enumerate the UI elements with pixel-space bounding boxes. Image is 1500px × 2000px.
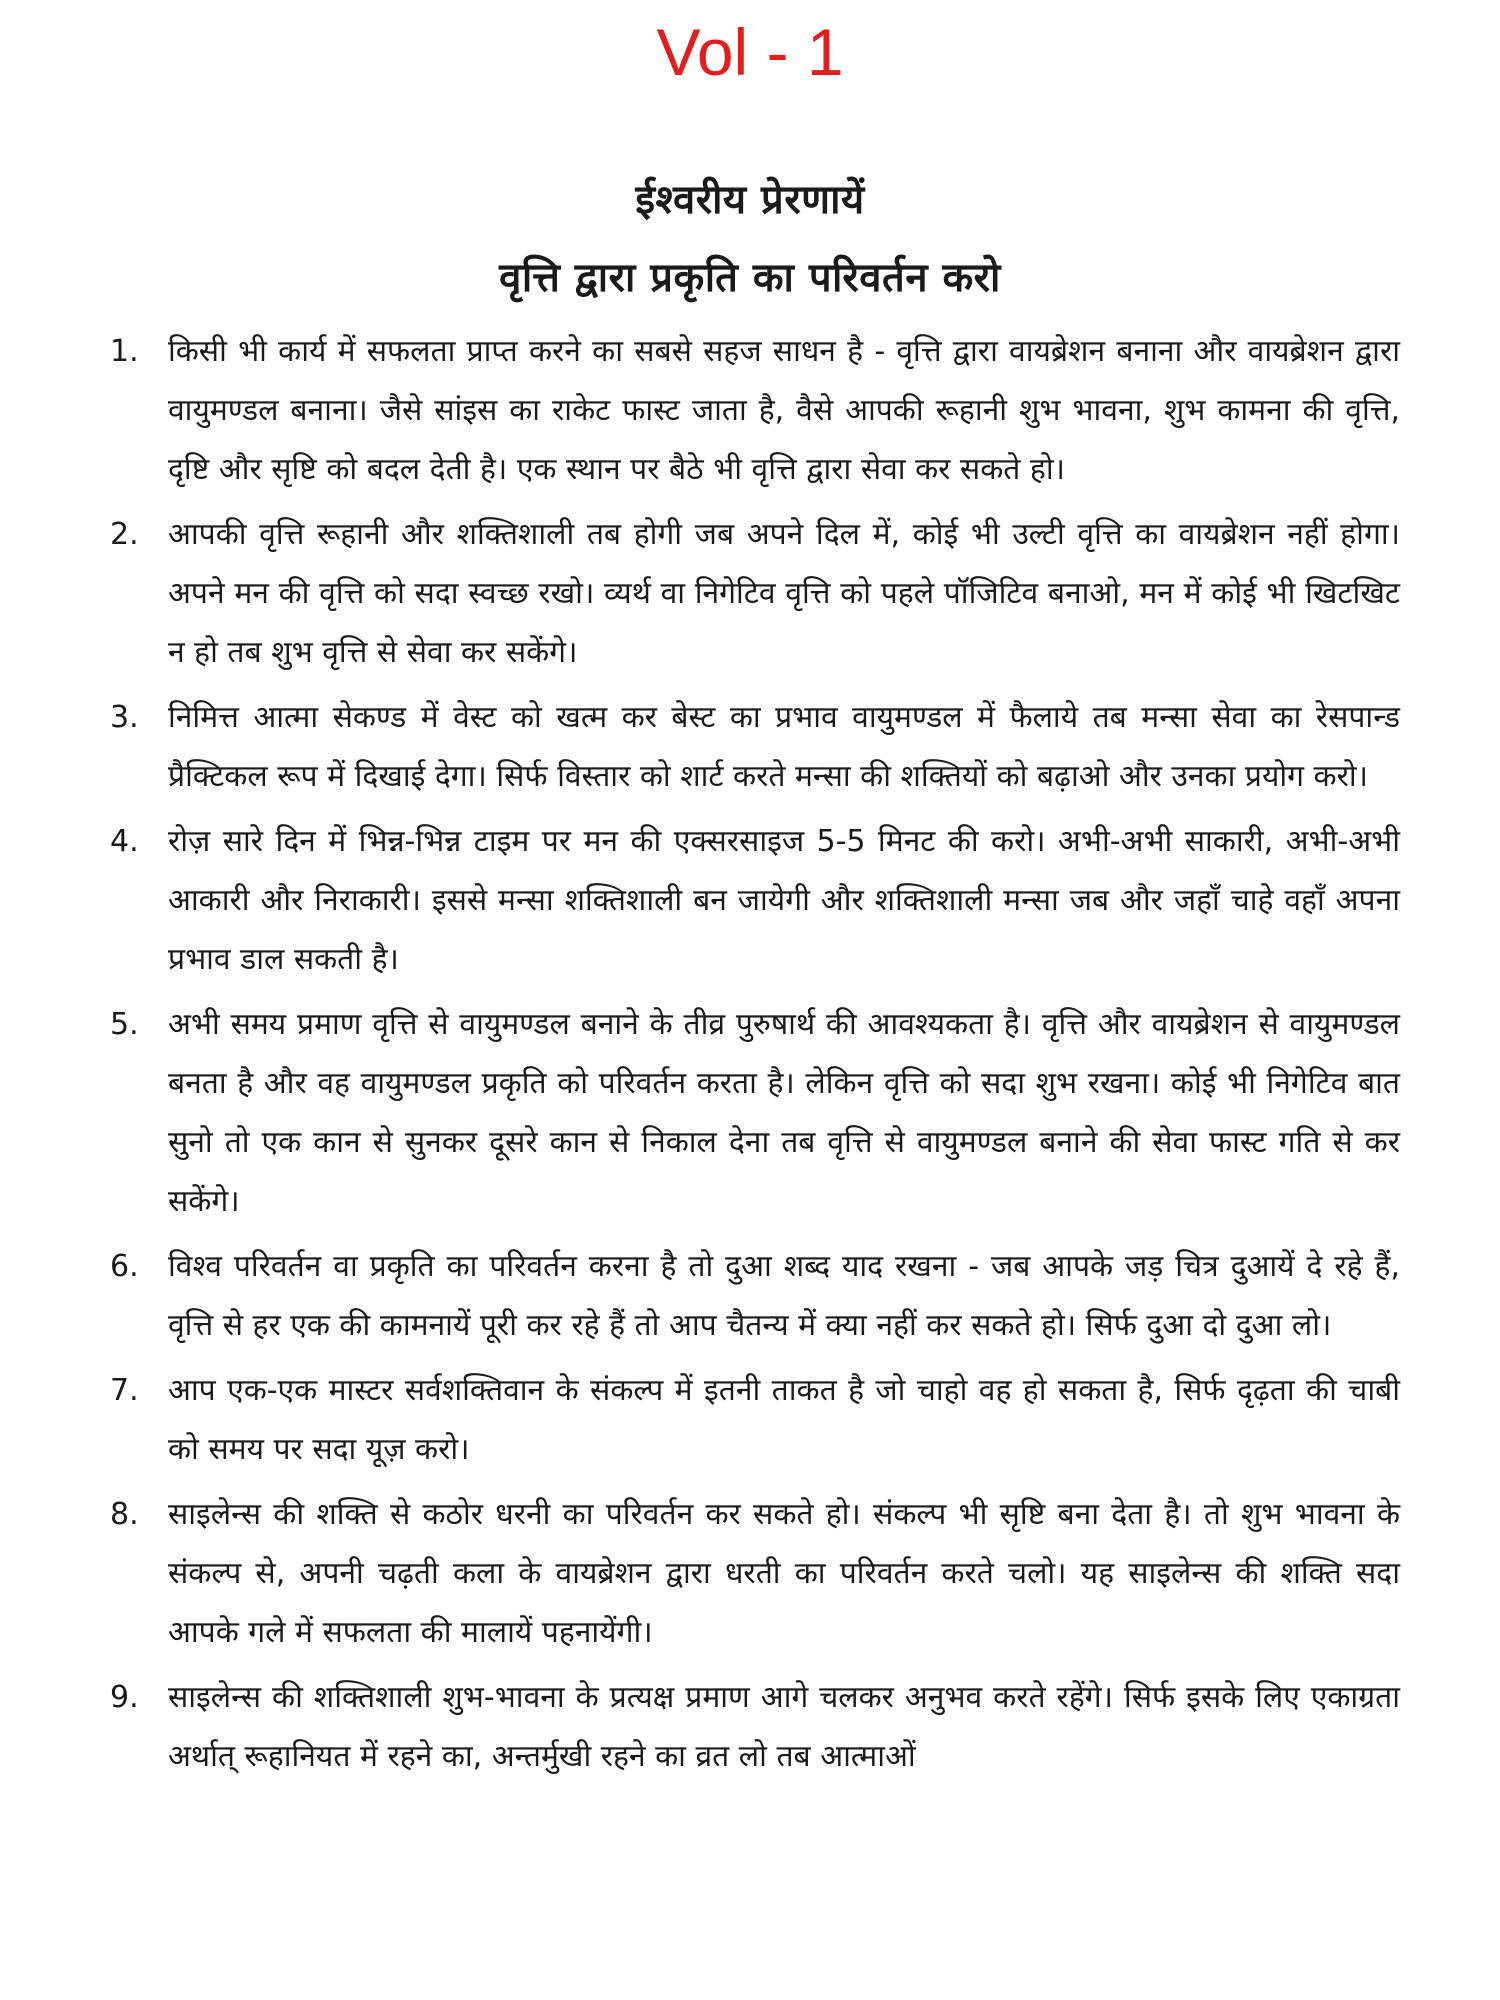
page-subtitle: वृत्ति द्वारा प्रकृति का परिवर्तन करो (499, 255, 1001, 301)
list-item (110, 1361, 1400, 1479)
item-number: 5. (110, 1007, 139, 1042)
list-item (110, 812, 1400, 989)
item-number: 6. (110, 1249, 139, 1284)
item-number: 4. (110, 824, 139, 859)
item-number: 1. (110, 334, 139, 369)
item-text: अभी समय प्रमाण वृत्ति से वायुमण्डल बनाने के तीव्र पुरुषार्थ की आवश्यकता है। वृत्ति और वायब्रेशन से वायुमण्डल बनता है और वह वायुमण्डल प्रकृति को परिवर्तन करता है। लेकिन वृत्ति को सदा शुभ रखना। कोई भी निगेटिव बात सुनो तो एक कान से सुनकर दूसरे कान से निकाल देना तब वृत्ति से वायुमण्डल बनाने की सेवा फास्ट गति से कर सकेंगे। (168, 1007, 1400, 1219)
list-item (110, 1668, 1400, 1786)
numbered-list (110, 322, 1400, 1792)
list-item (110, 505, 1400, 682)
item-text: साइलेन्स की शक्तिशाली शुभ-भावना के प्रत्यक्ष प्रमाण आगे चलकर अनुभव करते रहेंगे। सिर्फ इसके लिए एकाग्रता अर्थात् रूहानियत में रहने का, अन्तर्मुखी रहने का व्रत लो तब आत्माओं (168, 1680, 1400, 1774)
list-item (110, 995, 1400, 1231)
item-number: 7. (110, 1373, 139, 1408)
item-text: रोज़ सारे दिन में भिन्न-भिन्न टाइम पर मन की एक्सरसाइज 5-5 मिनट की करो। अभी-अभी साकारी, अभी-अभी आकारी और निराकारी। इससे मन्सा शक्तिशाली बन जायेगी और शक्तिशाली मन्सा जब और जहाँ चाहे वहाँ अपना प्रभाव डाल सकती है। (168, 824, 1400, 977)
volume-label: Vol - 1 (656, 15, 844, 89)
item-text: विश्व परिवर्तन वा प्रकृति का परिवर्तन करना है तो दुआ शब्द याद रखना - जब आपके जड़ चित्र दुआयें दे रहे हैं, वृत्ति से हर एक की कामनायें पूरी कर रहे हैं तो आप चैतन्य में क्या नहीं कर सकते हो। सिर्फ दुआ दो दुआ लो। (168, 1249, 1400, 1343)
item-text: निमित्त आत्मा सेकण्ड में वेस्ट को खत्म कर बेस्ट का प्रभाव वायुमण्डल में फैलाये तब मन्सा सेवा का रेसपान्ड प्रैक्टिकल रूप में दिखाई देगा। सिर्फ विस्तार को शार्ट करते मन्सा की शक्तियों को बढ़ाओ और उनका प्रयोग करो। (168, 700, 1400, 794)
page-title: ईश्वरीय प्रेरणायें (635, 177, 865, 223)
list-item (110, 688, 1400, 806)
item-number: 3. (110, 700, 139, 735)
item-text: आप एक-एक मास्टर सर्वशक्तिवान के संकल्प में इतनी ताकत है जो चाहो वह हो सकता है, सिर्फ दृढ़ता की चाबी को समय पर सदा यूज़ करो। (168, 1373, 1400, 1467)
item-text: किसी भी कार्य में सफलता प्राप्त करने का सबसे सहज साधन है - वृत्ति द्वारा वायब्रेशन बनाना और वायब्रेशन द्वारा वायुमण्डल बनाना। जैसे सांइस का राकेट फास्ट जाता है, वैसे आपकी रूहानी शुभ भावना, शुभ कामना की वृत्ति, दृष्टि और सृष्टि को बदल देती है। एक स्थान पर बैठे भी वृत्ति द्वारा सेवा कर सकते हो। (168, 334, 1400, 487)
item-number: 9. (110, 1680, 139, 1715)
item-text: आपकी वृत्ति रूहानी और शक्तिशाली तब होगी जब अपने दिल में, कोई भी उल्टी वृत्ति का वायब्रेशन नहीं होगा। अपने मन की वृत्ति को सदा स्वच्छ रखो। व्यर्थ वा निगेटिव वृत्ति को पहले पॉजिटिव बनाओ, मन में कोई भी खिटखिट न हो तब शुभ वृत्ति से सेवा कर सकेंगे। (168, 517, 1400, 670)
item-text: साइलेन्स की शक्ति से कठोर धरनी का परिवर्तन कर सकते हो। संकल्प भी सृष्टि बना देता है। तो शुभ भावना के संकल्प से, अपनी चढ़ती कला के वायब्रेशन द्वारा धरती का परिवर्तन करते चलो। यह साइलेन्स की शक्ति सदा आपके गले में सफलता की मालायें पहनायेंगी। (168, 1497, 1400, 1650)
list-item (110, 1237, 1400, 1355)
list-item (110, 1485, 1400, 1662)
list-item (110, 322, 1400, 499)
item-number: 8. (110, 1497, 139, 1532)
item-number: 2. (110, 517, 139, 552)
